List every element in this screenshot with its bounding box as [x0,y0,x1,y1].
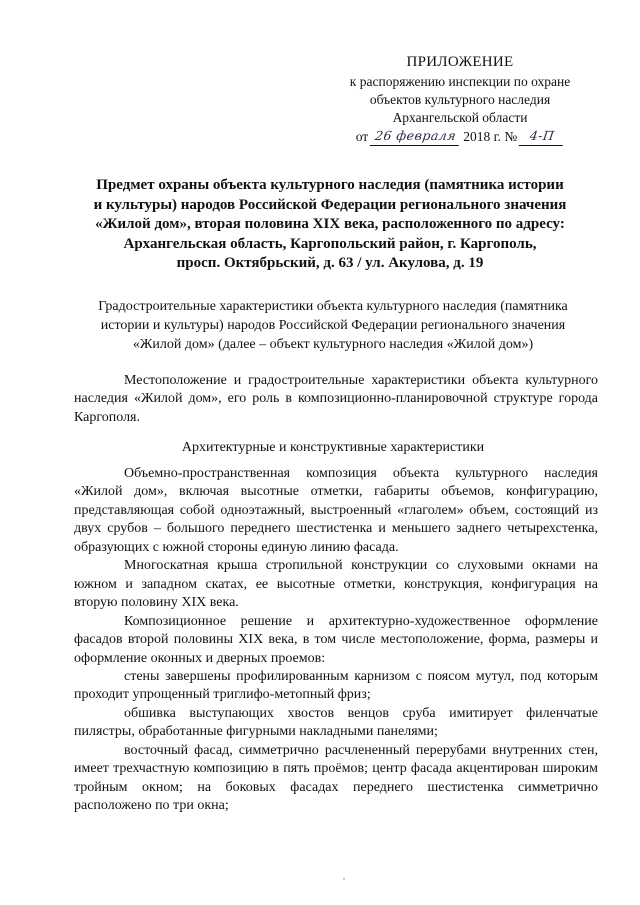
heading-line: и культуры) народов Российской Федерации регионального значения [93,196,567,213]
paragraph: Композиционное решение и архитектурно-художественное оформление фасадов второй половины XIX века, в том числе местоположение, форма, размеры и оформление оконных и дверных проемов: [74,613,598,666]
paragraph-location: Местоположение и градостроительные характеристики объекта культурного наследия «Жилой дом», его роль в композиционно-планировочной структуре города Каргополя. [74,373,598,425]
heading-line: просп. Октябрьский, д. 63 / ул. Акулова, д. 19 [176,255,484,271]
paragraph: Многоскатная крыша стропильной конструкции со слуховыми окнами на южном и западном скатах, ее высотные отметки, конструкция, конфигурация на вторую половину XIX века. [74,558,598,611]
paragraph: стены завершены профилированным карнизом с поясом мутул, под которым проходит упрощенный триглифо-метопный фриз; [74,668,598,703]
date-prefix: от [355,129,369,144]
paragraph: обшивка выступающих хвостов венцов сруба имитирует филенчатые пилястры, обработанные фигурными накладными панелями; [74,705,598,740]
appendix-date-line [300,127,620,146]
appendix-line: к распоряжению инспекции по охране [349,74,571,89]
body-text [74,465,598,816]
document-heading [60,176,600,274]
section-line: истории и культуры) народов Российской Федерации регионального значения [100,318,566,333]
section-heading-urban [68,297,598,354]
appendix-line: объектов культурного наследия [369,92,551,107]
appendix-title: ПРИЛОЖЕНИЕ [406,54,514,70]
heading-line: «Жилой дом», вторая половина XIX века, расположенного по адресу: [95,216,565,232]
heading-line: Архангельская область, Каргопольский район, г. Каргополь, [123,235,537,252]
scan-speck [343,878,345,880]
heading-line: Предмет охраны объекта культурного наследия (памятника истории [96,177,564,193]
date-year: 2018 г. № [463,129,518,144]
paragraph: восточный фасад, симметрично расчлененный перерубами внутренних стен, имеет трехчастную композицию в пять проёмов; центр фасада акцентирован широким тройным окном; на боковых фасадах переднего шестистенка симметрично расположено по три окна; [74,742,598,814]
handwritten-date: 26 февраля [370,127,462,146]
appendix-line: Архангельской области [392,110,528,125]
paragraph: Объемно-пространственная композиция объекта культурного наследия «Жилой дом», включая высотные отметки, габариты объемов, конфигурацию, представляющая собой одноэтажный, выстроенный «глаголем» объем, состоящий из двух срубов – большого переднего шестистенка и меньшего заднего четырехстенка, образующих с южной стороны единую линию фасада. [74,466,598,555]
appendix-block [300,53,620,146]
section-line: Градостроительные характеристики объекта культурного наследия (памятника [98,299,568,314]
section-line: «Жилой дом» (далее – объект культурного наследия «Жилой дом») [132,337,534,352]
section-heading-architecture: Архитектурные и конструктивные характеристики [181,440,485,455]
handwritten-number: 4-П [519,127,566,146]
